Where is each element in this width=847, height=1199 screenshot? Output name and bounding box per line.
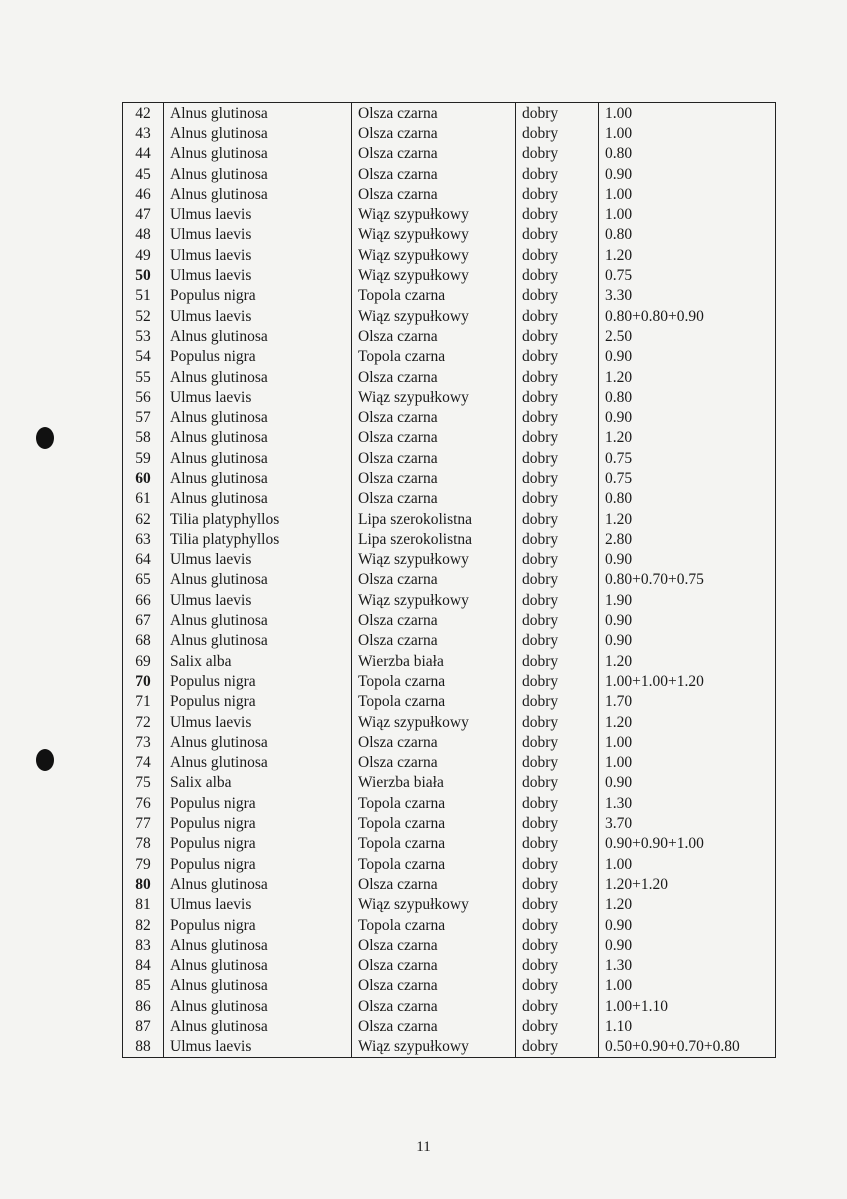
latin-name-cell: Alnus glutinosa [164, 570, 352, 590]
condition-cell: dobry [516, 509, 599, 529]
polish-name-cell: Olsza czarna [352, 367, 516, 387]
latin-name-cell: Alnus glutinosa [164, 468, 352, 488]
tree-number-cell: 49 [123, 245, 164, 265]
trunk-diameter-cell: 0.90 [599, 773, 776, 793]
latin-name-cell: Populus nigra [164, 286, 352, 306]
tree-number-cell: 80 [123, 874, 164, 894]
tree-number-cell: 79 [123, 854, 164, 874]
trunk-diameter-cell: 3.30 [599, 286, 776, 306]
tree-number-cell: 51 [123, 286, 164, 306]
trunk-diameter-cell: 0.90 [599, 407, 776, 427]
trunk-diameter-cell: 1.00 [599, 204, 776, 224]
tree-number-cell: 73 [123, 732, 164, 752]
tree-number-cell: 44 [123, 144, 164, 164]
trunk-diameter-cell: 0.90 [599, 915, 776, 935]
table-row [123, 915, 776, 935]
polish-name-cell: Olsza czarna [352, 1016, 516, 1036]
latin-name-cell: Alnus glutinosa [164, 184, 352, 204]
table-row [123, 123, 776, 143]
polish-name-cell: Wiąz szypułkowy [352, 550, 516, 570]
trunk-diameter-cell: 0.90 [599, 935, 776, 955]
polish-name-cell: Wiąz szypułkowy [352, 265, 516, 285]
table-row [123, 874, 776, 894]
latin-name-cell: Alnus glutinosa [164, 326, 352, 346]
trunk-diameter-cell: 1.20 [599, 651, 776, 671]
tree-number-cell: 81 [123, 895, 164, 915]
punch-hole-top [36, 427, 54, 449]
table-row [123, 854, 776, 874]
tree-number-cell: 71 [123, 692, 164, 712]
latin-name-cell: Ulmus laevis [164, 306, 352, 326]
trunk-diameter-cell: 0.75 [599, 468, 776, 488]
table-row [123, 184, 776, 204]
trunk-diameter-cell: 1.10 [599, 1016, 776, 1036]
tree-number-cell: 65 [123, 570, 164, 590]
condition-cell: dobry [516, 935, 599, 955]
tree-number-cell: 48 [123, 225, 164, 245]
tree-number-cell: 56 [123, 387, 164, 407]
condition-cell: dobry [516, 489, 599, 509]
trunk-diameter-cell: 0.75 [599, 448, 776, 468]
latin-name-cell: Populus nigra [164, 834, 352, 854]
latin-name-cell: Alnus glutinosa [164, 164, 352, 184]
latin-name-cell: Populus nigra [164, 915, 352, 935]
latin-name-cell: Tilia platyphyllos [164, 529, 352, 549]
tree-number-cell: 42 [123, 103, 164, 124]
polish-name-cell: Olsza czarna [352, 184, 516, 204]
table-row [123, 631, 776, 651]
trunk-diameter-cell: 1.70 [599, 692, 776, 712]
polish-name-cell: Olsza czarna [352, 468, 516, 488]
latin-name-cell: Alnus glutinosa [164, 123, 352, 143]
tree-number-cell: 82 [123, 915, 164, 935]
trunk-diameter-cell: 1.20 [599, 895, 776, 915]
condition-cell: dobry [516, 529, 599, 549]
polish-name-cell: Topola czarna [352, 813, 516, 833]
latin-name-cell: Tilia platyphyllos [164, 509, 352, 529]
polish-name-cell: Topola czarna [352, 286, 516, 306]
tree-number-cell: 59 [123, 448, 164, 468]
latin-name-cell: Populus nigra [164, 854, 352, 874]
condition-cell: dobry [516, 428, 599, 448]
condition-cell: dobry [516, 407, 599, 427]
latin-name-cell: Populus nigra [164, 347, 352, 367]
table-row [123, 468, 776, 488]
table-row [123, 590, 776, 610]
trunk-diameter-cell: 1.00 [599, 976, 776, 996]
latin-name-cell: Ulmus laevis [164, 245, 352, 265]
latin-name-cell: Alnus glutinosa [164, 935, 352, 955]
tree-number-cell: 57 [123, 407, 164, 427]
condition-cell: dobry [516, 895, 599, 915]
tree-number-cell: 54 [123, 347, 164, 367]
latin-name-cell: Ulmus laevis [164, 265, 352, 285]
table-row [123, 550, 776, 570]
polish-name-cell: Topola czarna [352, 834, 516, 854]
tree-number-cell: 67 [123, 610, 164, 630]
tree-number-cell: 83 [123, 935, 164, 955]
polish-name-cell: Olsza czarna [352, 407, 516, 427]
trunk-diameter-cell: 3.70 [599, 813, 776, 833]
tree-number-cell: 68 [123, 631, 164, 651]
table-row [123, 1016, 776, 1036]
table-row [123, 955, 776, 975]
polish-name-cell: Olsza czarna [352, 976, 516, 996]
condition-cell: dobry [516, 286, 599, 306]
condition-cell: dobry [516, 590, 599, 610]
latin-name-cell: Alnus glutinosa [164, 955, 352, 975]
table-row [123, 448, 776, 468]
latin-name-cell: Ulmus laevis [164, 712, 352, 732]
polish-name-cell: Topola czarna [352, 854, 516, 874]
trunk-diameter-cell: 0.90 [599, 610, 776, 630]
trunk-diameter-cell: 1.20 [599, 245, 776, 265]
tree-number-cell: 77 [123, 813, 164, 833]
polish-name-cell: Topola czarna [352, 347, 516, 367]
condition-cell: dobry [516, 874, 599, 894]
trunk-diameter-cell: 0.80 [599, 225, 776, 245]
latin-name-cell: Populus nigra [164, 692, 352, 712]
condition-cell: dobry [516, 834, 599, 854]
trunk-diameter-cell: 1.30 [599, 793, 776, 813]
trunk-diameter-cell: 1.00 [599, 854, 776, 874]
table-row [123, 895, 776, 915]
latin-name-cell: Ulmus laevis [164, 550, 352, 570]
tree-number-cell: 85 [123, 976, 164, 996]
polish-name-cell: Topola czarna [352, 793, 516, 813]
table-row [123, 306, 776, 326]
table-row [123, 225, 776, 245]
condition-cell: dobry [516, 468, 599, 488]
latin-name-cell: Populus nigra [164, 671, 352, 691]
table-row [123, 793, 776, 813]
polish-name-cell: Wiąz szypułkowy [352, 306, 516, 326]
latin-name-cell: Salix alba [164, 773, 352, 793]
condition-cell: dobry [516, 651, 599, 671]
polish-name-cell: Olsza czarna [352, 144, 516, 164]
trunk-diameter-cell: 0.80+0.80+0.90 [599, 306, 776, 326]
condition-cell: dobry [516, 387, 599, 407]
polish-name-cell: Olsza czarna [352, 428, 516, 448]
table-row [123, 570, 776, 590]
latin-name-cell: Alnus glutinosa [164, 1016, 352, 1036]
table-row [123, 773, 776, 793]
trunk-diameter-cell: 1.20+1.20 [599, 874, 776, 894]
condition-cell: dobry [516, 144, 599, 164]
condition-cell: dobry [516, 164, 599, 184]
trunk-diameter-cell: 1.20 [599, 367, 776, 387]
polish-name-cell: Wierzba biała [352, 773, 516, 793]
table-row [123, 610, 776, 630]
trunk-diameter-cell: 0.90 [599, 347, 776, 367]
polish-name-cell: Olsza czarna [352, 732, 516, 752]
trunk-diameter-cell: 0.90+0.90+1.00 [599, 834, 776, 854]
tree-number-cell: 61 [123, 489, 164, 509]
trunk-diameter-cell: 0.90 [599, 631, 776, 651]
trunk-diameter-cell: 0.50+0.90+0.70+0.80 [599, 1037, 776, 1058]
tree-number-cell: 47 [123, 204, 164, 224]
latin-name-cell: Alnus glutinosa [164, 996, 352, 1016]
condition-cell: dobry [516, 692, 599, 712]
table-row [123, 692, 776, 712]
punch-hole-bottom [36, 749, 54, 771]
tree-number-cell: 75 [123, 773, 164, 793]
tree-number-cell: 58 [123, 428, 164, 448]
polish-name-cell: Wiąz szypułkowy [352, 204, 516, 224]
trunk-diameter-cell: 0.80 [599, 144, 776, 164]
polish-name-cell: Wiąz szypułkowy [352, 712, 516, 732]
polish-name-cell: Olsza czarna [352, 326, 516, 346]
tree-number-cell: 53 [123, 326, 164, 346]
condition-cell: dobry [516, 550, 599, 570]
table-row [123, 367, 776, 387]
trunk-diameter-cell: 1.30 [599, 955, 776, 975]
trunk-diameter-cell: 1.00 [599, 184, 776, 204]
tree-number-cell: 84 [123, 955, 164, 975]
trunk-diameter-cell: 1.00 [599, 123, 776, 143]
condition-cell: dobry [516, 631, 599, 651]
table-row [123, 813, 776, 833]
table-row [123, 326, 776, 346]
table-row [123, 286, 776, 306]
condition-cell: dobry [516, 915, 599, 935]
polish-name-cell: Olsza czarna [352, 570, 516, 590]
table-row [123, 712, 776, 732]
trunk-diameter-cell: 1.20 [599, 428, 776, 448]
latin-name-cell: Alnus glutinosa [164, 610, 352, 630]
condition-cell: dobry [516, 1016, 599, 1036]
table-row [123, 103, 776, 124]
polish-name-cell: Wiąz szypułkowy [352, 245, 516, 265]
polish-name-cell: Olsza czarna [352, 631, 516, 651]
table-row [123, 164, 776, 184]
latin-name-cell: Ulmus laevis [164, 387, 352, 407]
latin-name-cell: Alnus glutinosa [164, 428, 352, 448]
tree-number-cell: 72 [123, 712, 164, 732]
tree-number-cell: 45 [123, 164, 164, 184]
condition-cell: dobry [516, 570, 599, 590]
table-row [123, 834, 776, 854]
table-row [123, 144, 776, 164]
table-row [123, 753, 776, 773]
latin-name-cell: Populus nigra [164, 793, 352, 813]
condition-cell: dobry [516, 753, 599, 773]
latin-name-cell: Alnus glutinosa [164, 976, 352, 996]
latin-name-cell: Alnus glutinosa [164, 407, 352, 427]
polish-name-cell: Olsza czarna [352, 874, 516, 894]
table-row [123, 509, 776, 529]
tree-inventory-table [122, 102, 776, 1058]
condition-cell: dobry [516, 955, 599, 975]
condition-cell: dobry [516, 306, 599, 326]
condition-cell: dobry [516, 367, 599, 387]
polish-name-cell: Olsza czarna [352, 955, 516, 975]
condition-cell: dobry [516, 773, 599, 793]
polish-name-cell: Olsza czarna [352, 123, 516, 143]
trunk-diameter-cell: 1.90 [599, 590, 776, 610]
latin-name-cell: Populus nigra [164, 813, 352, 833]
polish-name-cell: Wiąz szypułkowy [352, 895, 516, 915]
latin-name-cell: Alnus glutinosa [164, 489, 352, 509]
condition-cell: dobry [516, 265, 599, 285]
trunk-diameter-cell: 0.90 [599, 164, 776, 184]
condition-cell: dobry [516, 996, 599, 1016]
trunk-diameter-cell: 0.80 [599, 387, 776, 407]
condition-cell: dobry [516, 1037, 599, 1058]
latin-name-cell: Alnus glutinosa [164, 103, 352, 124]
table-row [123, 996, 776, 1016]
trunk-diameter-cell: 2.80 [599, 529, 776, 549]
latin-name-cell: Alnus glutinosa [164, 874, 352, 894]
polish-name-cell: Olsza czarna [352, 996, 516, 1016]
tree-number-cell: 43 [123, 123, 164, 143]
latin-name-cell: Alnus glutinosa [164, 631, 352, 651]
polish-name-cell: Olsza czarna [352, 610, 516, 630]
latin-name-cell: Alnus glutinosa [164, 367, 352, 387]
table-row [123, 265, 776, 285]
table-row [123, 976, 776, 996]
polish-name-cell: Olsza czarna [352, 164, 516, 184]
condition-cell: dobry [516, 225, 599, 245]
table-row [123, 347, 776, 367]
tree-number-cell: 46 [123, 184, 164, 204]
condition-cell: dobry [516, 793, 599, 813]
table-row [123, 204, 776, 224]
tree-rows [123, 103, 776, 1058]
condition-cell: dobry [516, 103, 599, 124]
latin-name-cell: Ulmus laevis [164, 225, 352, 245]
table-row [123, 407, 776, 427]
latin-name-cell: Alnus glutinosa [164, 753, 352, 773]
condition-cell: dobry [516, 732, 599, 752]
tree-number-cell: 55 [123, 367, 164, 387]
tree-number-cell: 50 [123, 265, 164, 285]
trunk-diameter-cell: 0.75 [599, 265, 776, 285]
trunk-diameter-cell: 1.20 [599, 509, 776, 529]
tree-number-cell: 87 [123, 1016, 164, 1036]
polish-name-cell: Wiąz szypułkowy [352, 225, 516, 245]
trunk-diameter-cell: 1.20 [599, 712, 776, 732]
table-row [123, 935, 776, 955]
tree-number-cell: 63 [123, 529, 164, 549]
table-row [123, 387, 776, 407]
latin-name-cell: Ulmus laevis [164, 204, 352, 224]
condition-cell: dobry [516, 712, 599, 732]
trunk-diameter-cell: 1.00 [599, 103, 776, 124]
condition-cell: dobry [516, 854, 599, 874]
trunk-diameter-cell: 1.00+1.00+1.20 [599, 671, 776, 691]
polish-name-cell: Wiąz szypułkowy [352, 1037, 516, 1058]
polish-name-cell: Olsza czarna [352, 489, 516, 509]
table-row [123, 1037, 776, 1058]
condition-cell: dobry [516, 448, 599, 468]
tree-number-cell: 52 [123, 306, 164, 326]
trunk-diameter-cell: 1.00+1.10 [599, 996, 776, 1016]
polish-name-cell: Olsza czarna [352, 753, 516, 773]
tree-number-cell: 78 [123, 834, 164, 854]
tree-number-cell: 62 [123, 509, 164, 529]
polish-name-cell: Lipa szerokolistna [352, 529, 516, 549]
condition-cell: dobry [516, 326, 599, 346]
condition-cell: dobry [516, 245, 599, 265]
latin-name-cell: Ulmus laevis [164, 895, 352, 915]
trunk-diameter-cell: 0.80+0.70+0.75 [599, 570, 776, 590]
polish-name-cell: Olsza czarna [352, 448, 516, 468]
latin-name-cell: Ulmus laevis [164, 590, 352, 610]
latin-name-cell: Ulmus laevis [164, 1037, 352, 1058]
trunk-diameter-cell: 2.50 [599, 326, 776, 346]
trunk-diameter-cell: 0.80 [599, 489, 776, 509]
polish-name-cell: Topola czarna [352, 915, 516, 935]
table-row [123, 671, 776, 691]
latin-name-cell: Salix alba [164, 651, 352, 671]
condition-cell: dobry [516, 610, 599, 630]
page-number: 11 [416, 1139, 431, 1155]
polish-name-cell: Lipa szerokolistna [352, 509, 516, 529]
table-row [123, 651, 776, 671]
tree-number-cell: 88 [123, 1037, 164, 1058]
table-row [123, 732, 776, 752]
polish-name-cell: Olsza czarna [352, 103, 516, 124]
polish-name-cell: Wiąz szypułkowy [352, 590, 516, 610]
table-row [123, 529, 776, 549]
condition-cell: dobry [516, 184, 599, 204]
table-row [123, 489, 776, 509]
condition-cell: dobry [516, 123, 599, 143]
tree-number-cell: 66 [123, 590, 164, 610]
latin-name-cell: Alnus glutinosa [164, 732, 352, 752]
condition-cell: dobry [516, 976, 599, 996]
condition-cell: dobry [516, 671, 599, 691]
polish-name-cell: Topola czarna [352, 671, 516, 691]
tree-number-cell: 64 [123, 550, 164, 570]
condition-cell: dobry [516, 813, 599, 833]
polish-name-cell: Olsza czarna [352, 935, 516, 955]
polish-name-cell: Topola czarna [352, 692, 516, 712]
condition-cell: dobry [516, 347, 599, 367]
trunk-diameter-cell: 1.00 [599, 732, 776, 752]
tree-number-cell: 60 [123, 468, 164, 488]
latin-name-cell: Alnus glutinosa [164, 448, 352, 468]
tree-number-cell: 69 [123, 651, 164, 671]
polish-name-cell: Wiąz szypułkowy [352, 387, 516, 407]
table-row [123, 428, 776, 448]
latin-name-cell: Alnus glutinosa [164, 144, 352, 164]
tree-number-cell: 74 [123, 753, 164, 773]
tree-number-cell: 76 [123, 793, 164, 813]
polish-name-cell: Wierzba biała [352, 651, 516, 671]
trunk-diameter-cell: 1.00 [599, 753, 776, 773]
tree-number-cell: 86 [123, 996, 164, 1016]
condition-cell: dobry [516, 204, 599, 224]
tree-number-cell: 70 [123, 671, 164, 691]
table-row [123, 245, 776, 265]
trunk-diameter-cell: 0.90 [599, 550, 776, 570]
